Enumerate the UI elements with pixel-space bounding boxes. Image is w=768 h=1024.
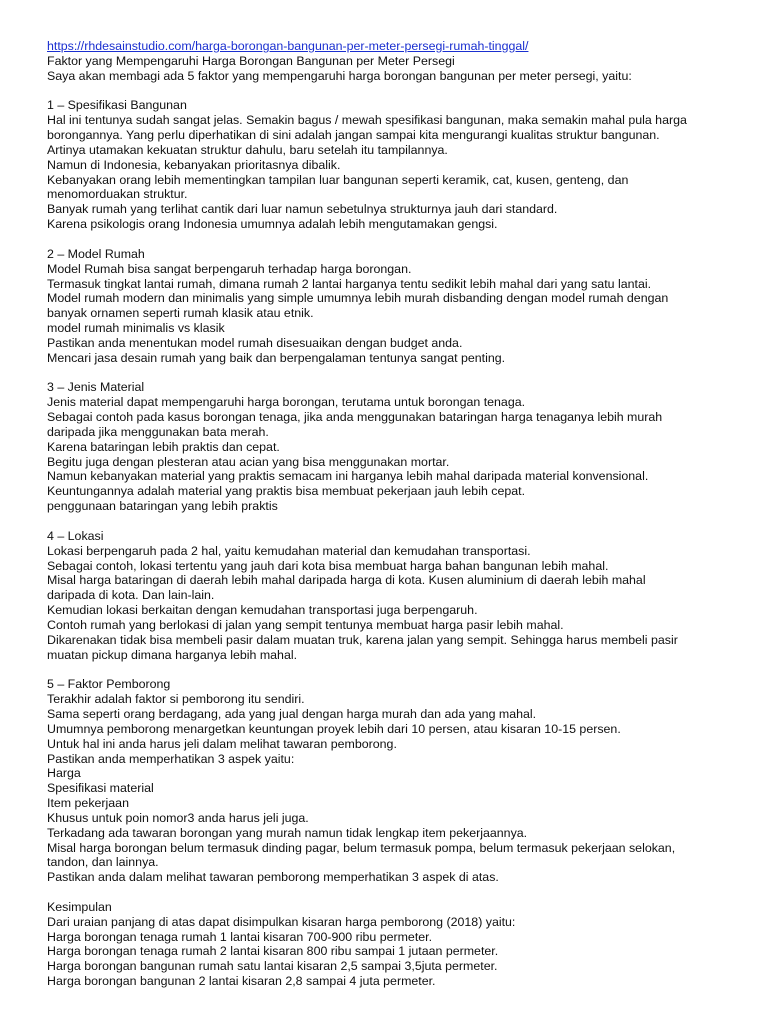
text-line: Hal ini tentunya sudah sangat jelas. Semakin bagus / mewah spesifikasi bangunan, maka semakin mahal pula harga	[47, 113, 687, 128]
text-line: Dikarenakan tidak bisa membeli pasir dalam muatan truk, karena jalan yang sempit. Sehingga harus membeli pasir	[47, 632, 678, 647]
text-line: model rumah minimalis vs klasik	[47, 321, 225, 336]
text-line: Terkadang ada tawaran borongan yang murah namun tidak lengkap item pekerjaannya.	[47, 825, 528, 840]
text-line: Harga	[47, 766, 81, 781]
text-line: Harga borongan bangunan rumah satu lantai kisaran 2,5 sampai 3,5juta permeter.	[47, 959, 498, 974]
text-line: Sebagai contoh pada kasus borongan tenaga, jika anda menggunakan bataringan harga tenaganya lebih murah	[47, 410, 663, 425]
section-spacer	[47, 885, 747, 900]
text-line: Jenis material dapat mempengaruhi harga borongan, terutama untuk borongan tenaga.	[47, 395, 526, 410]
text-line: Lokasi berpengaruh pada 2 hal, yaitu kemudahan material dan kemudahan transportasi.	[47, 543, 531, 558]
text-line: Sebagai contoh, lokasi tertentu yang jauh dari kota bisa membuat harga bahan bangunan lebih mahal.	[47, 558, 609, 573]
text-line: Model Rumah bisa sangat berpengaruh terhadap harga borongan.	[47, 261, 412, 276]
text-line: banyak ornamen seperti rumah klasik atau etnik.	[47, 306, 314, 321]
text-line: Begitu juga dengan plesteran atau acian yang bisa menggunakan mortar.	[47, 454, 450, 469]
section-heading: 3 – Jenis Material	[47, 380, 145, 395]
text-line: Karena psikologis orang Indonesia umumnya adalah lebih mengutamakan gengsi.	[47, 217, 498, 232]
text-line: Contoh rumah yang berlokasi di jalan yang sempit tentunya membuat harga pasir lebih mahal.	[47, 617, 564, 632]
text-line: Pastikan anda dalam melihat tawaran pemborong memperhatikan 3 aspek di atas.	[47, 870, 499, 885]
text-line: Karena bataringan lebih praktis dan cepat.	[47, 439, 280, 454]
section-2-model-rumah	[47, 247, 747, 366]
section-heading: 2 – Model Rumah	[47, 246, 145, 261]
section-heading: 5 – Faktor Pemborong	[47, 677, 171, 692]
text-line: Namun kebanyakan material yang praktis semacam ini harganya lebih mahal daripada material konvensional.	[47, 469, 649, 484]
text-line: Keuntungannya adalah material yang praktis bisa membuat pekerjaan jauh lebih cepat.	[47, 484, 526, 499]
text-line: Untuk hal ini anda harus jeli dalam melihat tawaran pemborong.	[47, 736, 397, 751]
text-line: Misal harga borongan belum termasuk dinding pagar, belum termasuk pompa, belum termasuk pekerjaan selokan,	[47, 840, 676, 855]
text-line: Harga borongan bangunan 2 lantai kisaran 2,8 sampai 4 juta permeter.	[47, 974, 436, 989]
section-spacer	[47, 366, 747, 381]
text-line: daripada jika menggunakan bata merah.	[47, 424, 269, 439]
sections-container	[47, 84, 747, 989]
text-line: Spesifikasi material	[47, 781, 154, 796]
text-line: Pastikan anda menentukan model rumah disesuaikan dengan budget anda.	[47, 335, 463, 350]
text-line: Pastikan anda memperhatikan 3 aspek yaitu:	[47, 751, 295, 766]
text-line: Umumnya pemborong menargetkan keuntungan proyek lebih dari 10 persen, atau kisaran 10-15 persen.	[47, 721, 621, 736]
document-body	[47, 39, 747, 989]
section-spacer	[47, 662, 747, 677]
text-line: Kebanyakan orang lebih mementingkan tampilan luar bangunan seperti keramik, cat, kusen, genteng, dan	[47, 172, 629, 187]
text-line: Mencari jasa desain rumah yang baik dan berpengalaman tentunya sangat penting.	[47, 350, 506, 365]
text-line: Model rumah modern dan minimalis yang simple umumnya lebih murah disbanding dengan model rumah dengan	[47, 291, 669, 306]
text-line: Khusus untuk poin nomor3 anda harus jeli juga.	[47, 810, 309, 825]
text-line: daripada di kota. Dan lain-lain.	[47, 588, 215, 603]
text-line: muatan pickup dimana harganya lebih mahal.	[47, 647, 298, 662]
text-line: menomorduakan struktur.	[47, 187, 188, 202]
text-line: Kemudian lokasi berkaitan dengan kemudahan transportasi juga berpengaruh.	[47, 603, 478, 618]
text-line: Harga borongan tenaga rumah 2 lantai kisaran 800 ribu sampai 1 jutaan permeter.	[47, 944, 499, 959]
source-link[interactable]: https://rhdesainstudio.com/harga-borongan-bangunan-per-meter-persegi-rumah-tinggal/	[47, 39, 529, 53]
text-line: borongannya. Yang perlu diperhatikan di sini adalah jangan sampai kita mengurangi kualitas struktur bangunan.	[47, 128, 660, 143]
text-line: Artinya utamakan kekuatan struktur dahulu, baru setelah itu tampilannya.	[47, 142, 448, 157]
text-line: Misal harga bataringan di daerah lebih mahal daripada harga di kota. Kusen aluminium di daerah lebih mahal	[47, 573, 646, 588]
section-3-jenis-material	[47, 380, 747, 514]
section-5-faktor-pemborong	[47, 677, 747, 885]
section-heading: Kesimpulan	[47, 899, 112, 914]
section-heading: 1 – Spesifikasi Bangunan	[47, 98, 187, 113]
section-1-spesifikasi-bangunan	[47, 98, 747, 232]
text-line: Harga borongan tenaga rumah 1 lantai kisaran 700-900 ribu permeter.	[47, 929, 433, 944]
text-line: Terakhir adalah faktor si pemborong itu sendiri.	[47, 692, 305, 707]
section-kesimpulan	[47, 900, 747, 989]
text-line: Banyak rumah yang terlihat cantik dari luar namun sebetulnya strukturnya jauh dari standard.	[47, 202, 558, 217]
section-spacer	[47, 232, 747, 247]
text-line: Item pekerjaan	[47, 796, 129, 811]
section-spacer	[47, 84, 747, 99]
section-4-lokasi	[47, 529, 747, 663]
intro-paragraph: Saya akan membagi ada 5 faktor yang mempengaruhi harga borongan bangunan per meter persegi, yaitu:	[47, 68, 632, 83]
text-line: Termasuk tingkat lantai rumah, dimana rumah 2 lantai harganya tentu sedikit lebih mahal dari yang satu lantai.	[47, 276, 652, 291]
section-spacer	[47, 514, 747, 529]
text-line: Dari uraian panjang di atas dapat disimpulkan kisaran harga pemborong (2018) yaitu:	[47, 914, 516, 929]
text-line: Namun di Indonesia, kebanyakan prioritasnya dibalik.	[47, 157, 341, 172]
document-title: Faktor yang Mempengaruhi Harga Borongan Bangunan per Meter Persegi	[47, 53, 455, 68]
text-line: penggunaan bataringan yang lebih praktis	[47, 499, 278, 514]
text-line: Sama seperti orang berdagang, ada yang jual dengan harga murah dan ada yang mahal.	[47, 706, 537, 721]
text-line: tandon, dan lainnya.	[47, 855, 159, 870]
section-heading: 4 – Lokasi	[47, 528, 104, 543]
